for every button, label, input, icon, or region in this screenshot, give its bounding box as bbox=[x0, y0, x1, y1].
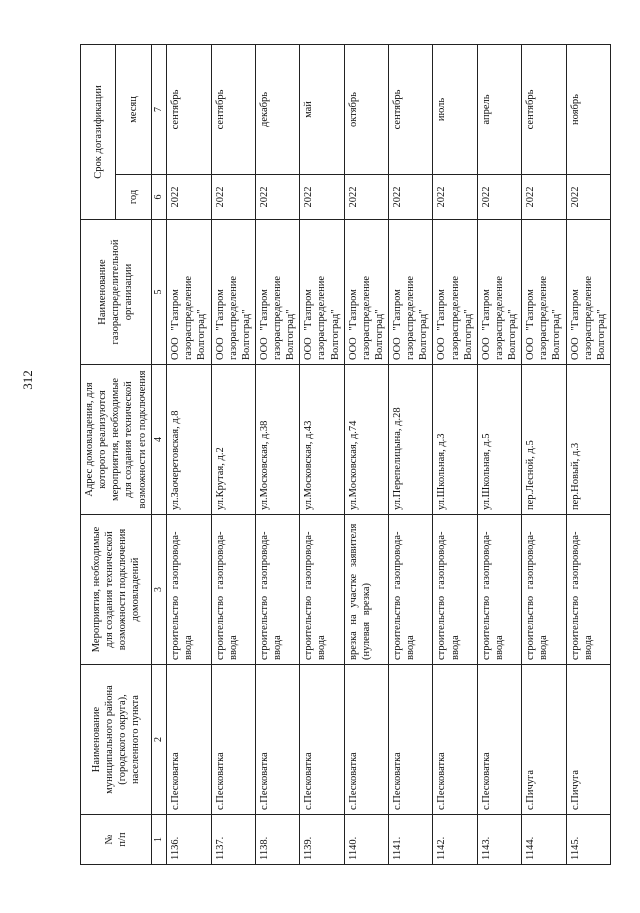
cell-year: 2022 bbox=[566, 175, 610, 220]
header-row bbox=[81, 44, 116, 864]
cell-org: ООО "Газпром газораспределение Волгоград" bbox=[477, 220, 521, 365]
cell-address: пер.Лесной, д.5 bbox=[522, 365, 566, 515]
cell-year: 2022 bbox=[477, 175, 521, 220]
cell-year: 2022 bbox=[167, 175, 211, 220]
cell-place: с.Песковатка bbox=[389, 665, 433, 815]
cell-org: ООО "Газпром газораспределение Волгоград" bbox=[344, 220, 388, 365]
cell-address: ул.Московская, д.38 bbox=[255, 365, 299, 515]
cell-month: октябрь bbox=[344, 44, 388, 174]
column-number: 2 bbox=[151, 665, 167, 815]
cell-org: ООО "Газпром газораспределение Волгоград" bbox=[167, 220, 211, 365]
cell-org: ООО "Газпром газораспределение Волгоград" bbox=[255, 220, 299, 365]
cell-measure: врезка на участке заявителя (нулевая врезка) bbox=[344, 515, 388, 665]
cell-year: 2022 bbox=[255, 175, 299, 220]
cell-no: 1142. bbox=[433, 815, 477, 865]
cell-address: ул.Заочеретовская, д.8 bbox=[167, 365, 211, 515]
cell-no: 1143. bbox=[477, 815, 521, 865]
cell-address: ул.Крутая, д.2 bbox=[211, 365, 255, 515]
cell-no: 1138. bbox=[255, 815, 299, 865]
cell-measure: строительство газопровода-ввода bbox=[433, 515, 477, 665]
cell-month: сентябрь bbox=[167, 44, 211, 174]
cell-no: 1145. bbox=[566, 815, 610, 865]
gasification-table bbox=[80, 44, 611, 865]
cell-year: 2022 bbox=[211, 175, 255, 220]
document-sheet bbox=[80, 45, 620, 865]
column-number: 1 bbox=[151, 815, 167, 865]
table-row bbox=[566, 44, 610, 864]
header-deadline: Срок догазификации bbox=[81, 44, 116, 219]
table-body bbox=[167, 44, 611, 864]
cell-org: ООО "Газпром газораспределение Волгоград" bbox=[389, 220, 433, 365]
cell-address: ул.Московская, д.43 bbox=[300, 365, 344, 515]
cell-measure: строительство газопровода-ввода bbox=[167, 515, 211, 665]
cell-place: с.Песковатка bbox=[477, 665, 521, 815]
table-row bbox=[167, 44, 211, 864]
cell-year: 2022 bbox=[522, 175, 566, 220]
cell-month: сентябрь bbox=[522, 44, 566, 174]
header-district: Наименование муниципального района (городского округа), населенного пункта bbox=[81, 665, 152, 815]
cell-no: 1140. bbox=[344, 815, 388, 865]
cell-place: с.Песковатка bbox=[344, 665, 388, 815]
cell-measure: строительство газопровода-ввода bbox=[566, 515, 610, 665]
cell-month: декабрь bbox=[255, 44, 299, 174]
table-row bbox=[344, 44, 388, 864]
column-number-row bbox=[151, 44, 167, 864]
cell-place: с.Пичуга bbox=[566, 665, 610, 815]
cell-month: сентябрь bbox=[389, 44, 433, 174]
cell-place: с.Песковатка bbox=[211, 665, 255, 815]
cell-no: 1141. bbox=[389, 815, 433, 865]
cell-place: с.Пичуга bbox=[522, 665, 566, 815]
cell-address: ул.Школьная, д.5 bbox=[477, 365, 521, 515]
cell-month: апрель bbox=[477, 44, 521, 174]
cell-year: 2022 bbox=[300, 175, 344, 220]
cell-place: с.Песковатка bbox=[433, 665, 477, 815]
cell-org: ООО "Газпром газораспределение Волгоград" bbox=[211, 220, 255, 365]
cell-year: 2022 bbox=[389, 175, 433, 220]
table-row bbox=[477, 44, 521, 864]
cell-place: с.Песковатка bbox=[167, 665, 211, 815]
table-row bbox=[433, 44, 477, 864]
cell-month: июль bbox=[433, 44, 477, 174]
table-row bbox=[300, 44, 344, 864]
cell-month: ноябрь bbox=[566, 44, 610, 174]
table-row bbox=[211, 44, 255, 864]
column-number: 6 bbox=[151, 175, 167, 220]
cell-address: пер.Новый, д.3 bbox=[566, 365, 610, 515]
table-row bbox=[522, 44, 566, 864]
page-number: 312 bbox=[20, 370, 35, 390]
cell-no: 1144. bbox=[522, 815, 566, 865]
cell-year: 2022 bbox=[433, 175, 477, 220]
column-number: 3 bbox=[151, 515, 167, 665]
header-address: Адрес домовладения, для которого реализуются мероприятия, необходимые для создания технической возможности его подключения bbox=[81, 365, 152, 515]
column-number: 7 bbox=[151, 44, 167, 174]
cell-month: май bbox=[300, 44, 344, 174]
cell-address: ул.Московская, д.74 bbox=[344, 365, 388, 515]
cell-measure: строительство газопровода-ввода bbox=[522, 515, 566, 665]
cell-org: ООО "Газпром газораспределение Волгоград" bbox=[566, 220, 610, 365]
column-number: 5 bbox=[151, 220, 167, 365]
cell-no: 1139. bbox=[300, 815, 344, 865]
cell-measure: строительство газопровода-ввода bbox=[300, 515, 344, 665]
cell-no: 1137. bbox=[211, 815, 255, 865]
header-measures: Мероприятия, необходимые для создания технической возможности подключения домовладений bbox=[81, 515, 152, 665]
cell-no: 1136. bbox=[167, 815, 211, 865]
header-org: Наименование газораспределительной организации bbox=[81, 220, 152, 365]
cell-measure: строительство газопровода-ввода bbox=[389, 515, 433, 665]
cell-measure: строительство газопровода-ввода bbox=[477, 515, 521, 665]
cell-measure: строительство газопровода-ввода bbox=[255, 515, 299, 665]
cell-month: сентябрь bbox=[211, 44, 255, 174]
cell-measure: строительство газопровода-ввода bbox=[211, 515, 255, 665]
header-no: № п/п bbox=[81, 815, 152, 865]
cell-place: с.Песковатка bbox=[255, 665, 299, 815]
cell-org: ООО "Газпром газораспределение Волгоград" bbox=[300, 220, 344, 365]
cell-address: ул.Перепелицына, д.28 bbox=[389, 365, 433, 515]
cell-address: ул.Школьная, д.3 bbox=[433, 365, 477, 515]
table-row bbox=[389, 44, 433, 864]
column-number: 4 bbox=[151, 365, 167, 515]
header-month: месяц bbox=[116, 44, 151, 174]
table-row bbox=[255, 44, 299, 864]
cell-place: с.Песковатка bbox=[300, 665, 344, 815]
cell-org: ООО "Газпром газораспределение Волгоград" bbox=[522, 220, 566, 365]
header-year: год bbox=[116, 175, 151, 220]
cell-year: 2022 bbox=[344, 175, 388, 220]
cell-org: ООО "Газпром газораспределение Волгоград" bbox=[433, 220, 477, 365]
